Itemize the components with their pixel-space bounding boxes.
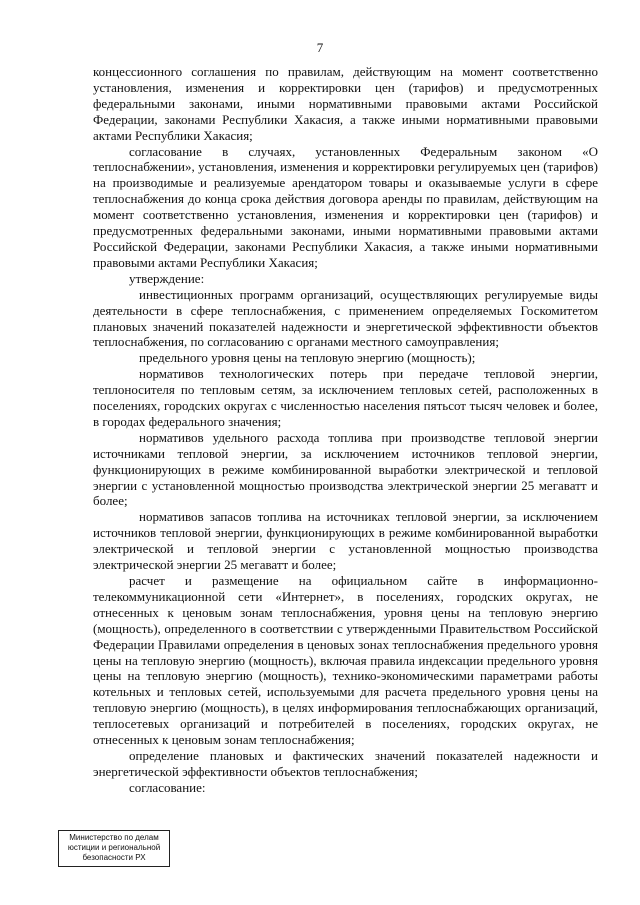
paragraph-price-publication: расчет и размещение на официальном сайте в информационно-телекоммуникационной сети «Интернет», в поселениях, городских округах, не отнесенных к ценовым зонам теплоснабжения, уровня цены на тепловую энергию (мощность), определенного в соответствии с утвержденными Правительством Российской Федерации Правилами определения в ценовых зонах теплоснабжения предельного уровня цены на тепловую энергию (мощность), включая правила индексации предельного уровня цены на тепловую энергию (мощность), технико-экономическими параметрами работы котельных и тепловых сетей, используемыми для расчета предельного уровня цены на тепловую энергию (мощность), в целях информирования теплоснабжающих организаций, теплосетевых организаций и потребителей в поселениях, городских округах, не отнесенных к ценовым зонам теплоснабжения;: [93, 573, 598, 748]
paragraph-fuel-consumption: нормативов удельного расхода топлива при производстве тепловой энергии источниками тепловой энергии, за исключением источников тепловой энергии, функционирующих в режиме комбинированной выработки электрической и тепловой энергии с установленной мощностью производства электрической энергии 25 мегаватт и более;: [93, 429, 598, 509]
paragraph-approval-heading: утверждение:: [129, 270, 205, 286]
stamp-line: юстиции и региональной: [67, 843, 161, 852]
paragraph-reliability-indicators: определение плановых и фактических значений показателей надежности и энергетической эффективности объектов теплоснабжения;: [93, 747, 598, 779]
paragraph-concession-continuation: концессионного соглашения по правилам, действующим на момент соответственно установления, изменения и корректировки цен (тарифов) и предусмотренных федеральными законами, иными нормативными правовыми актами Российской Федерации, законами Республики Хакасия, а также иными нормативными правовыми актами Республики Хакасия;: [93, 64, 598, 143]
paragraph-price-limit: предельного уровня цены на тепловую энергию (мощность);: [139, 350, 476, 366]
paragraph-tariff-approval: согласование в случаях, установленных Федеральным законом «О теплоснабжении», установления, изменения и корректировки регулируемых цен (тарифов) на производимые и реализуемые арендатором товары и оказываемые услуги в сфере теплоснабжения до конца срока действия договора аренды по правилам, действующим на момент соответственно установления, изменения и корректировки цен (тарифов) и предусмотренных федеральными законами, иными нормативными правовыми актами Российской Федерации, законами Республики Хакасия, а также иными нормативными правовыми актами Республики Хакасия;: [93, 143, 598, 270]
stamp-line: безопасности РХ: [82, 853, 146, 862]
paragraph-loss-standards: нормативов технологических потерь при передаче тепловой энергии, теплоносителя по тепловым сетям, за исключением тепловых сетей, расположенных в поселениях, городских округах с численностью населения пятьсот тысяч человек и более, в городах федерального значения;: [93, 366, 598, 429]
ministry-stamp: [58, 830, 170, 867]
page-number: 7: [316, 40, 324, 55]
document-body: [93, 64, 598, 796]
paragraph-investment-programs: инвестиционных программ организаций, осуществляющих регулируемые виды деятельности в сфере теплоснабжения, с применением определяемых Госкомитетом плановых значений показателей надежности и энергетической эффективности объектов теплоснабжения, по согласованию с органами местного самоуправления;: [93, 286, 598, 350]
paragraph-coordination-heading: согласование:: [129, 779, 206, 795]
paragraph-fuel-reserves: нормативов запасов топлива на источниках тепловой энергии, за исключением источников тепловой энергии, функционирующих в режиме комбинированной выработки электрической и тепловой энергии с установленной мощностью производства электрической энергии 25 мегаватт и более;: [93, 509, 598, 573]
stamp-line: Министерство по делам: [69, 833, 159, 842]
